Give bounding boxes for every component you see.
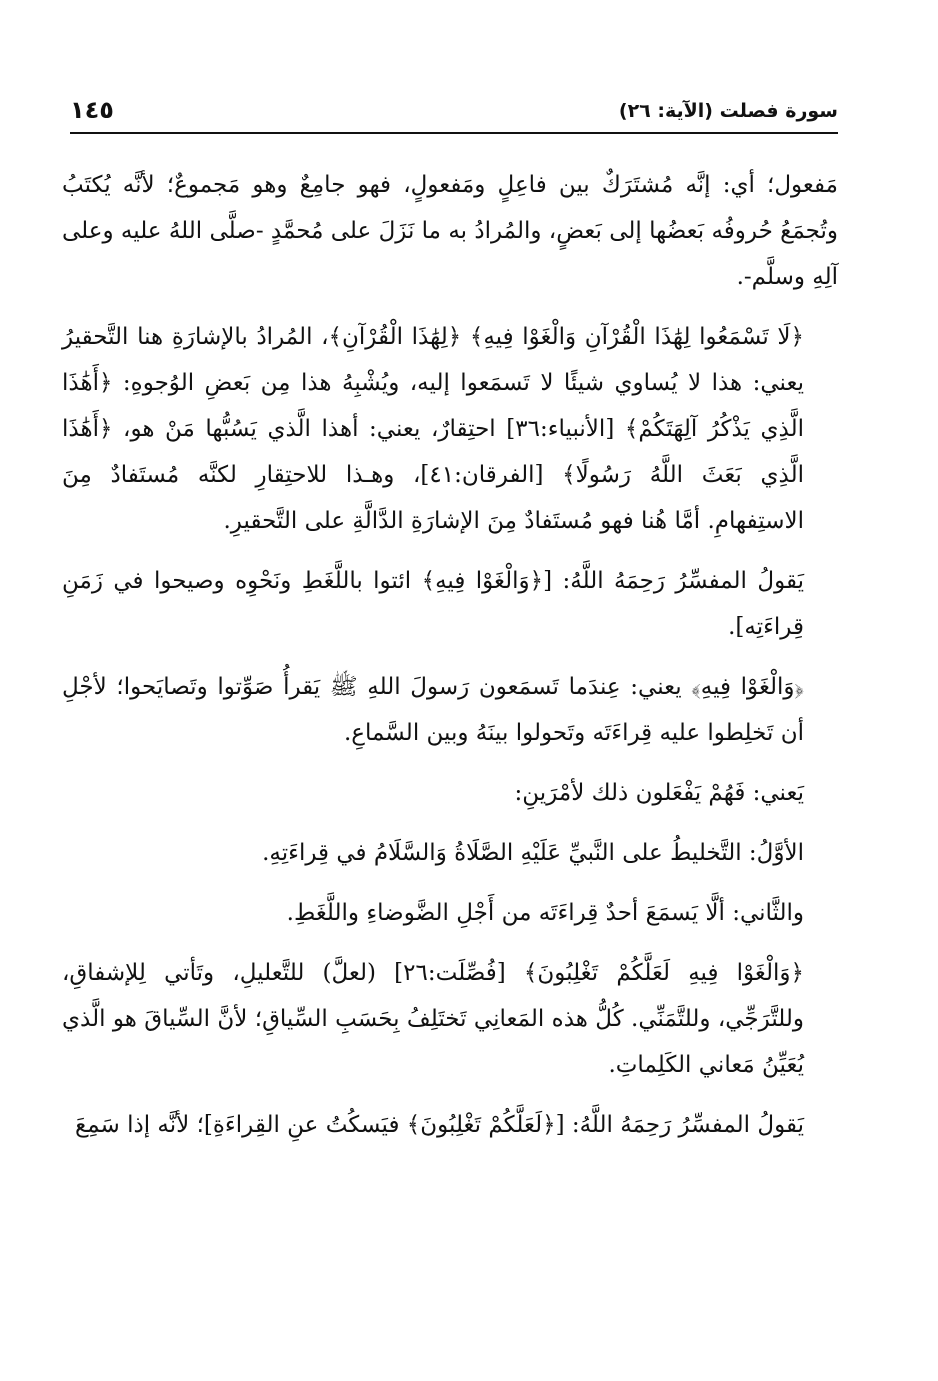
page-body [62, 162, 838, 1162]
paragraph-second-reason: والثَّاني: ألَّا يَسمَعَ أحدٌ قِراءَتَه من أَجْلِ الضَّوضاءِ واللَّغَطِ. [286, 900, 804, 926]
running-header-title: سورة فصلت (الآية: ٢٦) [618, 100, 838, 122]
paragraph-mufassir-quote-2: يَقولُ المفسِّرُ رَحِمَهُ اللَّهُ: [﴿لَعَلَّكُمْ تَغْلِبُونَ﴾ فيَسكُتُ عنِ القِراءَةِ]؛ لأنَّه إذا سَمِعَ [74, 1112, 804, 1138]
page-number: ١٤٥ [70, 96, 114, 124]
header-divider [70, 132, 838, 134]
paragraph-explanation-noise: ﴿وَالْغَوْا فِيهِ﴾ يعني: عِندَما تَسمَعون رَسولَ اللهِ ﷺ يَقرأُ صَوِّتوا وتَصايَحوا؛ لأجْلِ أن تَخلِطوا عليه قِراءَتَه وتَحولوا بينَهُ وبين السَّماعِ. [62, 674, 804, 746]
paragraph-definition: مَفعول؛ أي: إنَّه مُشتَرَكٌ بين فاعِلٍ ومَفعولٍ، فهو جامِعٌ وهو مَجموعٌ؛ لأنَّه يُكتَبُ وتُجمَعُ حُروفُه بَعضُها إلى بَعضٍ، والمُرادُ به ما نَزَلَ على مُحمَّدٍ -صلَّى اللهُ عليه وعلى آلِهِ وسلَّم-. [62, 172, 838, 290]
paragraph-tafsir-demonstrative: ﴿لَا تَسْمَعُوا لِهَٰذَا الْقُرْآنِ وَالْغَوْا فِيهِ﴾ ﴿لِهَٰذَا الْقُرْآنِ﴾، المُرادُ بالإشارَةِ هنا التَّحقيرُ يعني: هذا لا يُساوي شيئًا لا تَسمَعوا إليه، ويُشْبِهُ هذا مِن بَعضِ الوُجوهِ: ﴿أَهَٰذَا الَّذِي يَذْكُرُ آلِهَتَكُمْ﴾ [الأنبياء:٣٦] احتِقارٌ، يعني: أهذا الَّذي يَسُبُّها مَنْ هو، ﴿أَهَٰذَا الَّذِي بَعَثَ اللَّهُ رَسُولًا﴾ [الفرقان:٤١]، وهـذا للاحتِقارِ لكنَّه مُستَفادٌ مِنَ الاستِفهامِ. أمَّا هُنا فهو مُستَفادٌ مِنَ الإشارَةِ الدَّالَّةِ على التَّحقيرِ. [62, 324, 805, 534]
page-header [70, 96, 838, 132]
paragraph-first-reason: الأوَّلُ: التَّخليطُ على النَّبيِّ عَلَيْهِ الصَّلَاةُ وَالسَّلَامُ في قِراءَتِهِ. [262, 840, 804, 866]
paragraph-mufassir-quote-1: يَقولُ المفسِّرُ رَحِمَهُ اللَّهُ: [﴿وَالْغَوْا فِيهِ﴾ ائتوا باللَّغَطِ ونَحْوِه وصيحوا في زَمَنِ قِراءَتِه]. [62, 568, 804, 640]
paragraph-two-reasons-intro: يَعني: فَهُمْ يَفْعَلون ذلك لأمْرَينِ: [514, 780, 804, 806]
paragraph-laalla-meanings: ﴿وَالْغَوْا فِيهِ لَعَلَّكُمْ تَغْلِبُونَ﴾ [فُصِّلَت:٢٦] (لعلَّ) للتَّعليلِ، وتَأتي لِلإشفاقِ، وللتَّرَجِّي، وللتَّمَنِّي. كُلُّ هذه المَعانِي تَختَلِفُ بِحَسَبِ السِّياقِ؛ لأنَّ السِّياقَ هو الَّذي يُعَيِّنُ مَعاني الكَلِماتِ. [62, 960, 804, 1078]
